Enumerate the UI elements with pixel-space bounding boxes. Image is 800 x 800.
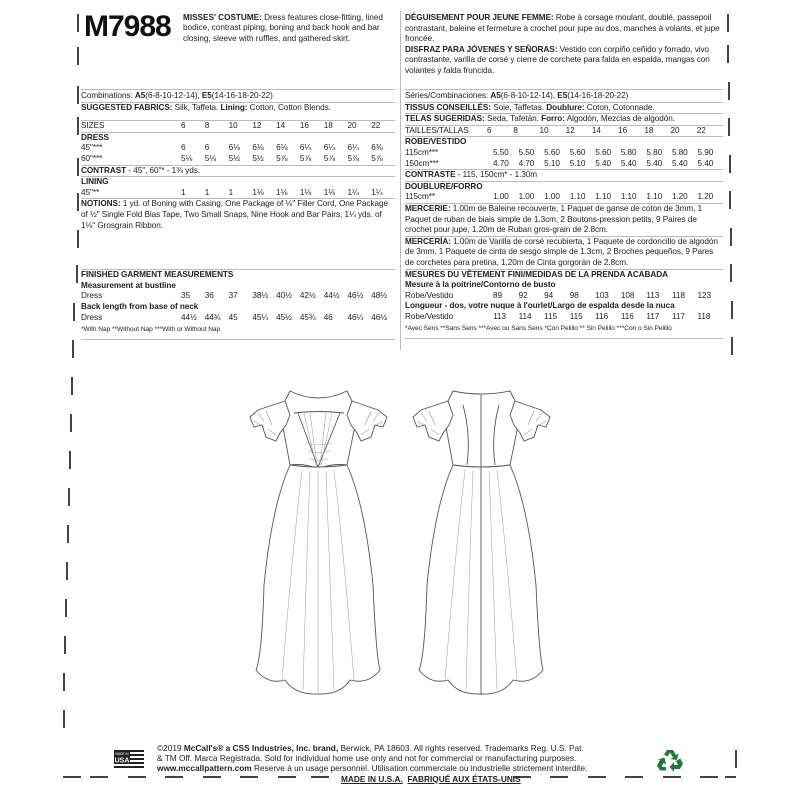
combo-a5: A5 <box>134 91 146 100</box>
french-description <box>405 13 723 45</box>
registration-mark <box>77 230 79 248</box>
cell: 1.10 <box>569 192 586 202</box>
size-value: 12 <box>565 125 575 135</box>
doublure-heading: DOUBLURE/FORRO <box>405 181 723 193</box>
recycle-icon <box>656 748 684 774</box>
cell: 115 <box>569 311 583 321</box>
row-label: 115cm*** <box>405 147 439 157</box>
registration-mark <box>73 303 75 321</box>
tissus-conseilles <box>405 102 723 114</box>
registration-mark <box>68 488 70 506</box>
cell: 4.70 <box>493 158 509 168</box>
contrast-label: CONTRAST <box>81 165 127 175</box>
registration-mark <box>77 117 79 135</box>
cell: 5.60 <box>595 147 611 157</box>
sizes-row <box>81 120 395 132</box>
cell: 38½ <box>252 291 269 301</box>
registration-mark <box>67 525 69 543</box>
sizes-label: TAILLES/TALLAS <box>405 125 469 135</box>
size-value: 20 <box>347 121 357 131</box>
registration-mark <box>72 340 74 358</box>
cell: 118 <box>697 311 711 321</box>
finished-measurements-title: FINISHED GARMENT MEASUREMENTS <box>81 269 395 281</box>
copyright-year: ©2019 <box>157 743 184 753</box>
bustline-label: Measurement at bustline <box>81 280 176 290</box>
registration-mark <box>731 337 733 355</box>
dress-45-row <box>81 143 395 154</box>
cell: 116 <box>595 311 609 321</box>
cell: 6⅛ <box>276 143 288 153</box>
english-description-text: Dress features close-fitting, lined bodice, contrast piping, boning and back hook and bar closing, sleeve with ruffles, and gathered skirt. <box>183 13 383 43</box>
cell: 5.40 <box>595 158 611 168</box>
poitrine-label: Mesure à la poitrine/Contorno de busto <box>405 280 556 290</box>
footer-line-2: & TM Off. Marca Registrada. Sold for individual home use only and not for commercial or manufacturing purposes. <box>157 753 577 764</box>
row-values <box>493 291 723 302</box>
cell: 1.00 <box>493 192 509 202</box>
cell: 1.20 <box>671 192 688 202</box>
cell: 6 <box>181 143 186 153</box>
cell: 1.00 <box>518 192 535 202</box>
registration-mark <box>66 562 68 580</box>
mercerie-label: MERCERIE: <box>405 203 451 213</box>
dress-illustrations <box>240 355 560 710</box>
svg-text:USA: USA <box>114 757 130 765</box>
registration-mark <box>727 14 729 32</box>
cell: 6¼ <box>347 143 359 153</box>
registration-mark <box>700 776 718 778</box>
cell: 5.50 <box>493 147 509 157</box>
registration-mark <box>90 776 108 778</box>
cell: 5⅞ <box>323 153 335 163</box>
size-value: 14 <box>591 125 601 135</box>
row-values <box>493 159 723 170</box>
cell: 45 <box>228 312 238 322</box>
footnote-fr-es: *Avec Sens **Sans Sens ***Avec ou Sans Sens *Con Pelillo ** Sin Pelillo ***Con o Sin Pelillo <box>405 325 672 333</box>
footer-line-3 <box>157 763 657 773</box>
row-label: Dress <box>81 312 103 322</box>
cell: 6⅜ <box>371 143 383 153</box>
column-divider <box>400 10 401 350</box>
contraste-line <box>405 169 723 181</box>
cell: 5.60 <box>544 147 560 157</box>
cell: 92 <box>518 290 528 300</box>
notions <box>81 198 395 231</box>
cell: 5⅛ <box>204 153 217 163</box>
robe-back-row <box>405 312 723 323</box>
footer-line-1-text: Berwick, PA 18603. All rights reserved. Trademarks Reg. U.S. Pat. <box>338 743 584 753</box>
cell: 6⅛ <box>228 143 240 153</box>
cell: 115 <box>544 311 558 321</box>
cell: 40½ <box>276 291 292 301</box>
notions-label: NOTIONS: <box>81 199 121 209</box>
registration-mark <box>77 86 79 104</box>
fabrique-text: FABRIQUÉ AUX ÉTATS-UNIS <box>407 773 521 784</box>
registration-mark <box>728 82 730 100</box>
cell: 123 <box>697 290 712 300</box>
brand-name: McCall's® a CSS Industries, Inc. brand, <box>183 743 339 753</box>
spanish-description-text: Vestido con corpiño ceñido y forrado, vivo contrastante, varilla de corsé y cierre de corchete para falda en espalda, mangas con volantes y falda fruncida. <box>405 44 710 75</box>
registration-mark <box>729 155 731 173</box>
size-value: 18 <box>323 121 333 131</box>
combinations-label: Combinations: <box>81 91 135 100</box>
size-value: 20 <box>670 125 680 135</box>
registration-mark <box>63 776 81 778</box>
merceria <box>405 236 723 269</box>
cell: 6⅛ <box>252 143 264 153</box>
registration-mark <box>128 776 146 778</box>
telas-sugeridas <box>405 113 723 125</box>
cell: 1⅛ <box>299 187 312 197</box>
cell: 5.80 <box>646 147 663 157</box>
cell: 45¼ <box>252 312 269 322</box>
cell: 1¼ <box>347 187 359 197</box>
pattern-number: M7988 <box>84 10 171 43</box>
dress-60-row <box>81 154 395 165</box>
cell: 1⅛ <box>323 187 335 197</box>
combo-e5: E5 <box>201 91 212 100</box>
registration-mark <box>63 673 65 691</box>
combinations-label: Séries/Combinaciones: <box>405 91 491 100</box>
dress-back-view-icon <box>413 391 550 694</box>
es-lining-label: Forro: <box>541 114 565 124</box>
cell: 113 <box>493 311 506 321</box>
cell: 1.10 <box>646 192 663 202</box>
cell: 36 <box>204 291 214 301</box>
row-values <box>493 192 723 203</box>
cell: 5.90 <box>697 147 714 157</box>
contrast-value: - 45", 60"* - 1⅜ yds. <box>126 165 200 175</box>
cell: 46¼ <box>347 312 364 322</box>
cell: 5.40 <box>620 158 637 168</box>
registration-mark <box>730 228 732 246</box>
combinations-line-fr-es <box>405 89 723 102</box>
combo-e5-sizes: (14-16-18-20-22) <box>567 91 629 100</box>
cell: 1.20 <box>697 192 714 202</box>
footer-line-4 <box>157 774 657 784</box>
combo-a5-sizes: (6-8-10-12-14), <box>145 91 202 100</box>
registration-mark <box>65 599 67 617</box>
registration-mark <box>71 377 73 395</box>
cell: 5½ <box>252 153 264 163</box>
row-values <box>181 188 395 199</box>
sizes-values <box>181 121 395 132</box>
cell: 48½ <box>371 291 388 301</box>
english-description <box>183 13 396 44</box>
dress-150-row <box>405 159 723 170</box>
cell: 1⅛ <box>252 187 264 197</box>
cell: 5.40 <box>646 158 663 168</box>
row-label: 45"** <box>81 187 100 197</box>
es-fabrics-value: Seda, Tafetán. <box>484 114 542 124</box>
cell: 1 <box>228 187 234 197</box>
row-values <box>181 291 395 302</box>
registration-mark <box>70 414 72 432</box>
cell: 46½ <box>347 291 364 301</box>
back-length-label: Back length from base of neck <box>81 301 199 311</box>
size-value: 8 <box>513 125 518 135</box>
registration-mark <box>77 158 79 176</box>
fr-fabrics-label: TISSUS CONSEILLÉS: <box>405 102 491 112</box>
cell: 44¾ <box>204 312 221 322</box>
size-value: 22 <box>371 121 381 131</box>
cell: 45½ <box>276 312 292 322</box>
row-label: Robe/Vestido <box>405 311 454 321</box>
cell: 5⅞ <box>371 153 383 163</box>
cell: 5.80 <box>620 147 637 157</box>
footer-line-3-text: Reserve à un usage personnel. Utilisation commerciale ou industrielle strictement interdite. <box>251 763 588 774</box>
suggested-fabrics <box>81 102 395 114</box>
fr-fabrics-value: Soie, Taffetas. <box>491 102 547 112</box>
cell: 6¼ <box>299 143 312 153</box>
contrast-line <box>81 165 395 177</box>
cell: 5.40 <box>671 158 688 168</box>
cell: 5.60 <box>569 147 586 157</box>
es-fabrics-label: TELAS SUGERIDAS: <box>405 114 485 124</box>
cell: 5.10 <box>569 158 586 168</box>
registration-mark <box>663 776 681 778</box>
english-yardage-section <box>81 89 395 340</box>
size-value: 8 <box>204 121 210 131</box>
cell: 118 <box>671 290 685 300</box>
bust-row <box>81 291 395 302</box>
robe-bust-row <box>405 291 723 302</box>
cell: 1 <box>181 187 186 197</box>
spanish-description <box>405 45 723 77</box>
french-spanish-yardage-section <box>405 89 723 339</box>
combinations-line <box>81 89 395 102</box>
lining-label: Lining: <box>220 102 248 112</box>
svg-text:MADE IN: MADE IN <box>115 752 129 756</box>
row-values <box>493 312 723 323</box>
combo-a5: A5 <box>490 91 501 100</box>
registration-mark <box>725 776 736 778</box>
fr-lining-value: Coton, Cotonnade. <box>584 102 655 112</box>
registration-mark <box>77 47 79 65</box>
longueur-label: Longueur - dos, votre nuque à l'ourlet/Largo de espalda desde la nuca <box>405 301 675 311</box>
cell: 45¾ <box>299 312 316 322</box>
merceria-label: MERCERÍA: <box>405 236 451 246</box>
cell: 117 <box>671 311 685 321</box>
dress-115-row <box>405 148 723 159</box>
back-length-row <box>81 313 395 324</box>
registration-mark <box>727 45 729 63</box>
combo-e5: E5 <box>557 91 568 100</box>
cell: 44½ <box>323 291 340 301</box>
cell: 114 <box>518 311 532 321</box>
lining-45-row <box>81 188 395 199</box>
row-label: 60"*** <box>81 153 103 163</box>
combo-a5-sizes: (6-8-10-12-14), <box>500 91 558 100</box>
mercerie-value: 1.00m de Baleine recouverte, 1 Paquet de ganse de coton de 3mm, 1 Paquet de ruban de biais simple de 1.3cm, 2 Boutons-pression petits, 9 Paires de crochet pour jupe, 1.20m de Ruban gros-grain de 2.8cm. <box>405 203 703 235</box>
row-values <box>493 148 723 159</box>
made-in-usa-text: MADE IN U.S.A. <box>341 773 403 784</box>
dress-heading: DRESS <box>81 132 395 144</box>
lining-heading: LINING <box>81 176 395 188</box>
cell: 103 <box>595 290 609 300</box>
registration-mark <box>69 451 71 469</box>
cell: 46½ <box>371 312 388 322</box>
cell: 1.10 <box>595 192 611 202</box>
copyright-footer <box>157 743 657 784</box>
cell: 113 <box>646 290 660 300</box>
registration-mark <box>730 264 732 282</box>
french-title: DÉGUISEMENT POUR JEUNE FEMME: <box>405 13 554 22</box>
dress-front-view-icon <box>250 391 387 694</box>
cell: 5⅛ <box>181 153 193 163</box>
fabrics-label: SUGGESTED FABRICS: <box>81 102 173 112</box>
lining-115-row <box>405 192 723 203</box>
cell: 44½ <box>181 312 197 322</box>
cell: 1.10 <box>620 192 637 202</box>
cell: 98 <box>569 290 579 300</box>
cell: 108 <box>620 290 635 300</box>
registration-mark <box>728 118 730 136</box>
footer-line-1 <box>157 743 657 753</box>
row-label: 45"*** <box>81 143 103 153</box>
cell: 4.70 <box>518 158 535 168</box>
mesures-title: MESURES DU VÊTEMENT FINI/MEDIDAS DE LA PRENDA ACABADA <box>405 269 723 281</box>
size-value: 6 <box>181 121 186 131</box>
size-value: 12 <box>252 121 262 131</box>
cell: 6 <box>204 143 210 153</box>
cell: 5.50 <box>518 147 535 157</box>
english-title: MISSES' COSTUME: <box>183 13 262 22</box>
cell: 46 <box>323 312 333 322</box>
row-label: 150cm*** <box>405 158 439 168</box>
cell: 1 <box>204 187 210 197</box>
french-description-text: Robe à corsage moulant, doublé, passepoil contrastant, baleine et fermeture à crochet pour jupe au dos, manches à volants, et jupe froncée. <box>405 13 720 44</box>
cell: 5⅞ <box>347 153 359 163</box>
notions-value: 1 yd. of Boning with Casing, One Package of ⅛" Filler Cord, One Package of ½" Single Fold Bias Tape, Two Small Snaps, Nine Hook and Bar Pairs, 1¼ yds. of 1⅛" Grosgrain Ribbon. <box>81 199 389 230</box>
row-values <box>181 143 395 154</box>
sizes-values <box>487 126 723 137</box>
cell: 5.80 <box>671 147 688 157</box>
fabrics-value: Silk, Taffeta. <box>172 102 221 112</box>
website-link[interactable]: www.mccallpattern.com <box>157 763 252 774</box>
registration-mark <box>63 710 65 728</box>
size-value: 14 <box>276 121 286 131</box>
registration-mark <box>77 14 79 32</box>
row-label: Dress <box>81 291 103 301</box>
size-value: 16 <box>618 125 628 135</box>
registration-mark <box>76 265 78 283</box>
lining-value: Cotton, Cotton Blends. <box>247 102 331 112</box>
size-value: 10 <box>228 121 238 131</box>
contraste-label: CONTRASTE <box>405 170 456 180</box>
cell: 5⅞ <box>276 153 288 163</box>
spanish-title: DISFRAZ PARA JÓVENES Y SEÑORAS: <box>405 44 558 54</box>
cell: 1⅛ <box>276 187 288 197</box>
french-spanish-description <box>405 13 723 77</box>
registration-mark <box>64 636 66 654</box>
fr-lining-label: Doublure: <box>546 102 585 112</box>
size-value: 10 <box>539 125 549 135</box>
registration-mark <box>729 191 731 209</box>
sizes-label: SIZES <box>81 121 105 131</box>
registration-mark <box>731 301 733 319</box>
contraste-value: - 115, 150cm* - 1.30m <box>455 170 538 180</box>
robe-heading: ROBE/VESTIDO <box>405 136 723 148</box>
cell: 42½ <box>299 291 316 301</box>
mercerie <box>405 203 723 236</box>
row-label: 115cm** <box>405 192 435 202</box>
cell: 35 <box>181 291 191 301</box>
cell: 6¼ <box>323 143 335 153</box>
registration-mark <box>735 750 737 768</box>
row-values <box>181 154 395 165</box>
size-value: 16 <box>299 121 309 131</box>
made-in-usa-badge-icon <box>114 748 144 768</box>
cell: 5½ <box>228 153 240 163</box>
cell: 37 <box>228 291 238 301</box>
row-values <box>181 313 395 324</box>
size-value: 18 <box>644 125 654 135</box>
es-lining-value: Algodón, Mezclas de algodón. <box>564 114 676 124</box>
size-value: 22 <box>696 125 706 135</box>
footnote: *With Nap **Without Nap ***With or Without Nap <box>81 326 221 334</box>
cell: 89 <box>493 290 503 300</box>
cell: 5.40 <box>697 158 714 168</box>
merceria-value: 1.00m de Varilla de corsé recubierta, 1 Paquete de cordoncillo de algodón de 3mm, 1 Paquete de cinta de sesgo simple de 1.3cm, 2 Broches pequeños, 9 Pares de corchetes para pretina, 1.20m de Cinta gorgorán de 2.8cm. <box>405 236 718 267</box>
cell: 5.10 <box>544 158 560 168</box>
cell: 5⅞ <box>299 153 312 163</box>
size-value: 6 <box>487 125 492 135</box>
cell: 94 <box>544 290 554 300</box>
row-label: Robe/Vestido <box>405 290 454 300</box>
cell: 117 <box>646 311 660 321</box>
cell: 1¼ <box>371 187 383 197</box>
cell: 1.00 <box>544 192 560 202</box>
registration-mark <box>77 193 79 211</box>
cell: 116 <box>620 311 634 321</box>
combo-e5-sizes: (14-16-18-20-22) <box>211 91 273 100</box>
tailles-row <box>405 125 723 137</box>
